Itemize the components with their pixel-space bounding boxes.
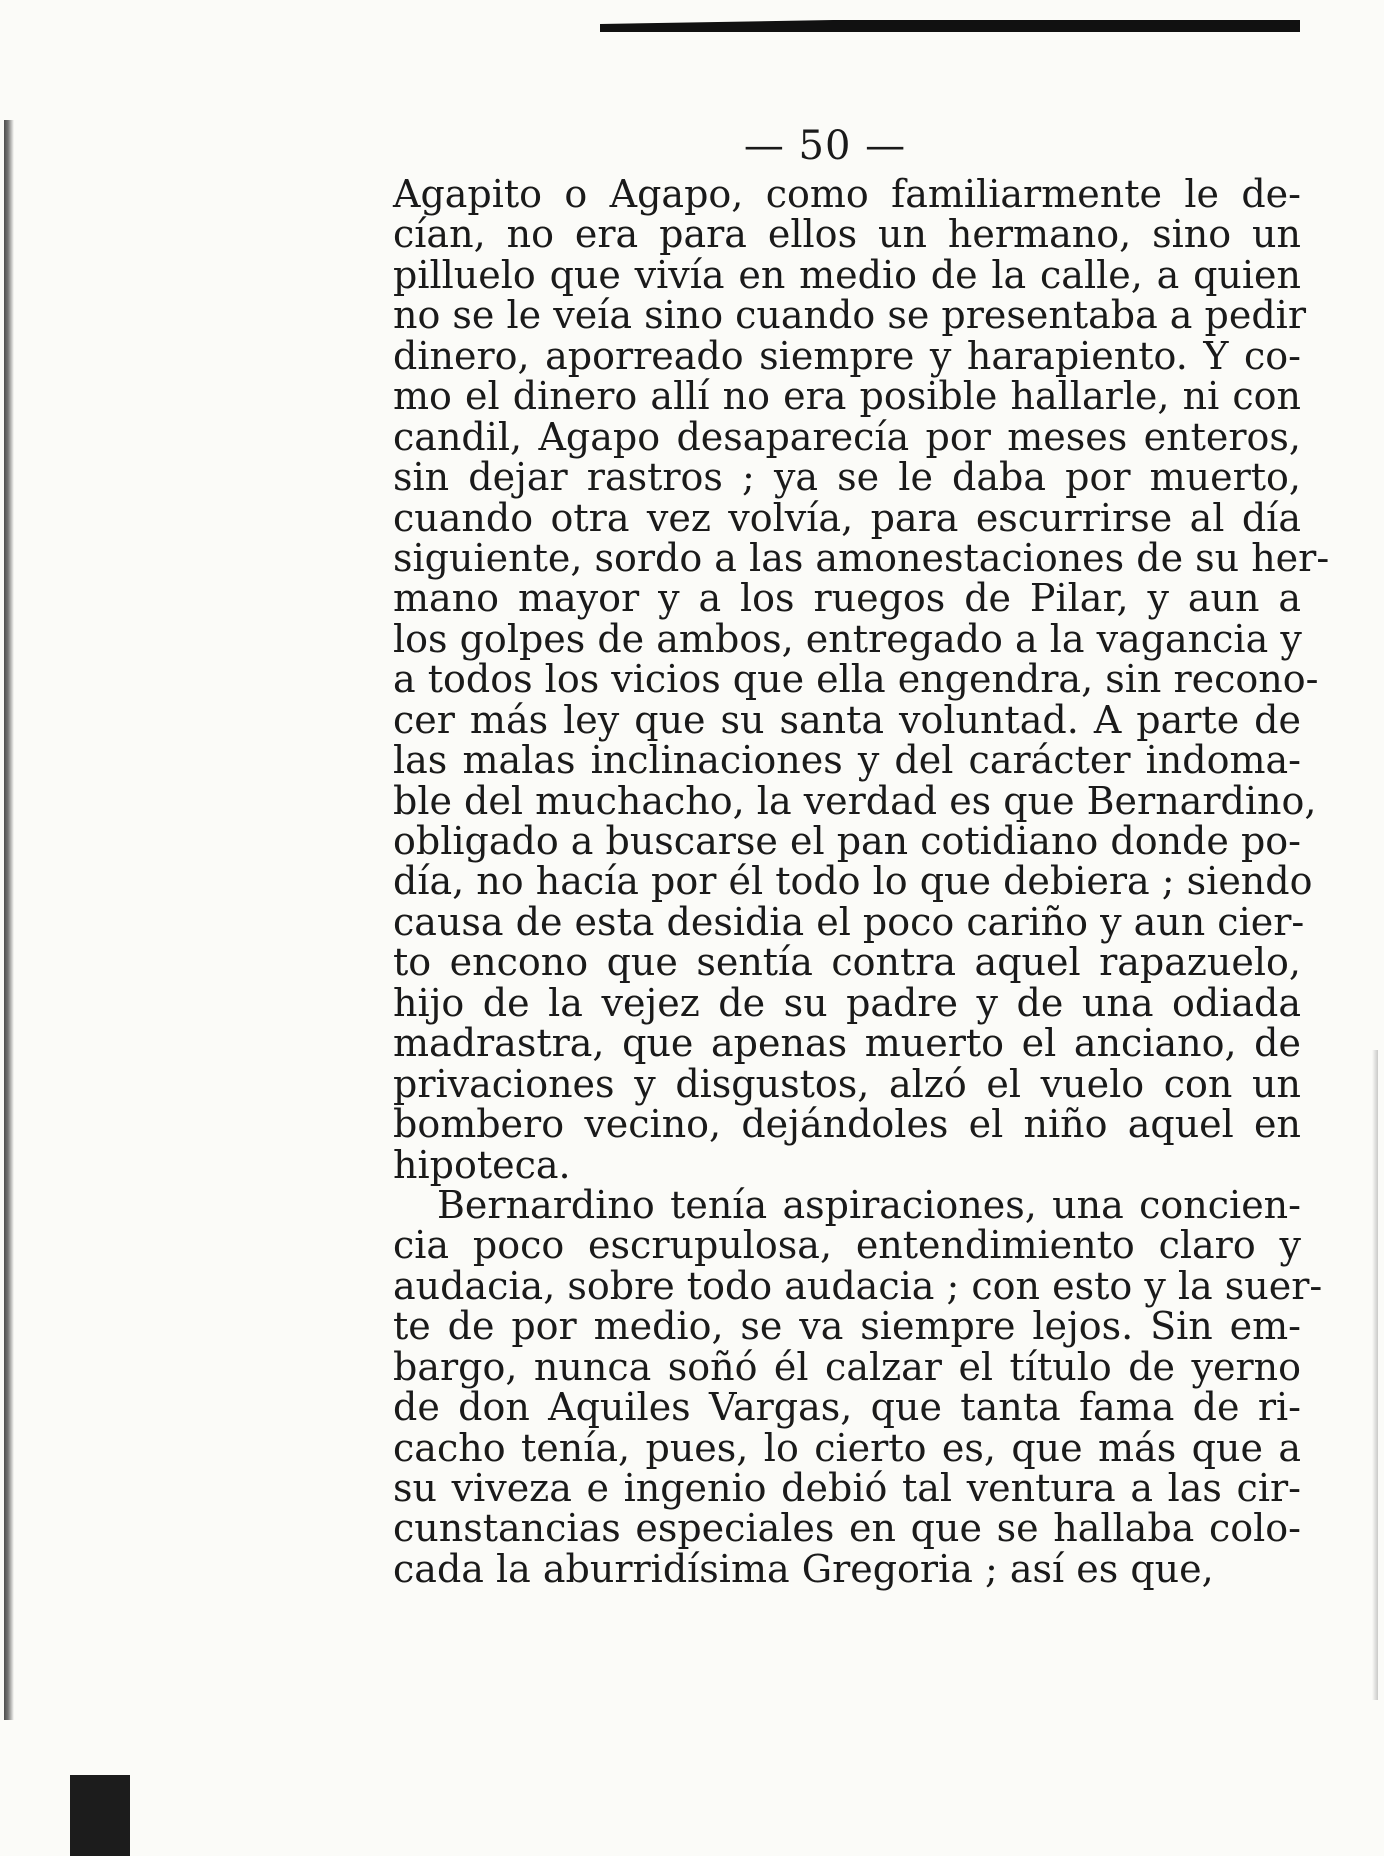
text-line: Bernardino tenía aspiraciones, una concien-	[437, 1182, 1301, 1227]
page-left-edge-shadow	[4, 120, 14, 1720]
text-line: obligado a buscarse el pan cotidiano donde po-	[393, 819, 1301, 863]
text-line: candil, Agapo desaparecía por meses enteros,	[393, 414, 1301, 459]
text-line: bombero vecino, dejándoles el niño aquel en	[393, 1102, 1301, 1147]
paragraph	[393, 1182, 1323, 1591]
paragraph	[393, 172, 1330, 1187]
text-line: no se le veía sino cuando se presentaba a pedir	[393, 293, 1307, 338]
text-line: dinero, aporreado siempre y harapiento. Y co-	[393, 333, 1301, 378]
text-line: cuando otra vez volvía, para escurrirse al día	[393, 495, 1301, 540]
text-line: las malas inclinaciones y del carácter indoma-	[393, 738, 1301, 783]
text-line: hipoteca.	[393, 1142, 571, 1187]
text-line: los golpes de ambos, entregado a la vagancia y	[393, 616, 1302, 661]
text-line: Agapito o Agapo, como familiarmente le de-	[393, 172, 1301, 216]
text-line: sin dejar rastros ; ya se le daba por muerto,	[393, 455, 1301, 500]
text-line: causa de esta desidia el poco cariño y aun cier-	[393, 899, 1305, 944]
page-number: — 50 —	[743, 123, 907, 169]
text-line: hijo de la vejez de su padre y de una odiada	[393, 980, 1301, 1025]
text-line: de don Aquiles Vargas, que tanta fama de ri-	[393, 1385, 1301, 1430]
text-line: mo el dinero allí no era posible hallarle, ni con	[393, 374, 1301, 419]
text-line: cunstancias especiales en que se hallaba colo-	[393, 1506, 1301, 1551]
text-line: cían, no era para ellos un hermano, sino un	[393, 212, 1301, 257]
text-line: día, no hacía por él todo lo que debiera ; siendo	[393, 859, 1313, 904]
text-line: su viveza e ingenio debió tal ventura a las cir-	[393, 1466, 1301, 1510]
text-line: pilluelo que vivía en medio de la calle, a quien	[393, 252, 1301, 297]
text-line: madrastra, que apenas muerto el anciano, de	[393, 1021, 1301, 1066]
text-line: cia poco escrupulosa, entendimiento claro y	[393, 1223, 1301, 1268]
text-line: cada la aburridísima Gregoria ; así es que,	[393, 1546, 1214, 1591]
body-text	[393, 172, 1330, 1591]
text-line: ble del muchacho, la verdad es que Bernardino,	[393, 778, 1317, 823]
text-line: to encono que sentía contra aquel rapazuelo,	[393, 940, 1301, 985]
text-line: te de por medio, se va siempre lejos. Sin em-	[393, 1304, 1301, 1349]
text-line: cacho tenía, pues, lo cierto es, que más que a	[393, 1425, 1301, 1470]
text-line: cer más ley que su santa voluntad. A parte de	[393, 697, 1301, 742]
text-line: bargo, nunca soñó él calzar el título de yerno	[393, 1344, 1301, 1389]
text-line: audacia, sobre todo audacia ; con esto y la suer-	[393, 1263, 1323, 1308]
page-corner-shadow	[70, 1775, 130, 1856]
text-line: mano mayor y a los ruegos de Pilar, y aun a	[393, 576, 1301, 621]
text-line: siguiente, sordo a las amonestaciones de su her-	[393, 535, 1330, 580]
top-border-rule	[600, 12, 1300, 32]
page-right-edge-shadow	[1372, 1050, 1378, 1700]
text-line: a todos los vicios que ella engendra, sin recono-	[393, 657, 1319, 702]
text-line: privaciones y disgustos, alzó el vuelo con un	[393, 1061, 1301, 1106]
